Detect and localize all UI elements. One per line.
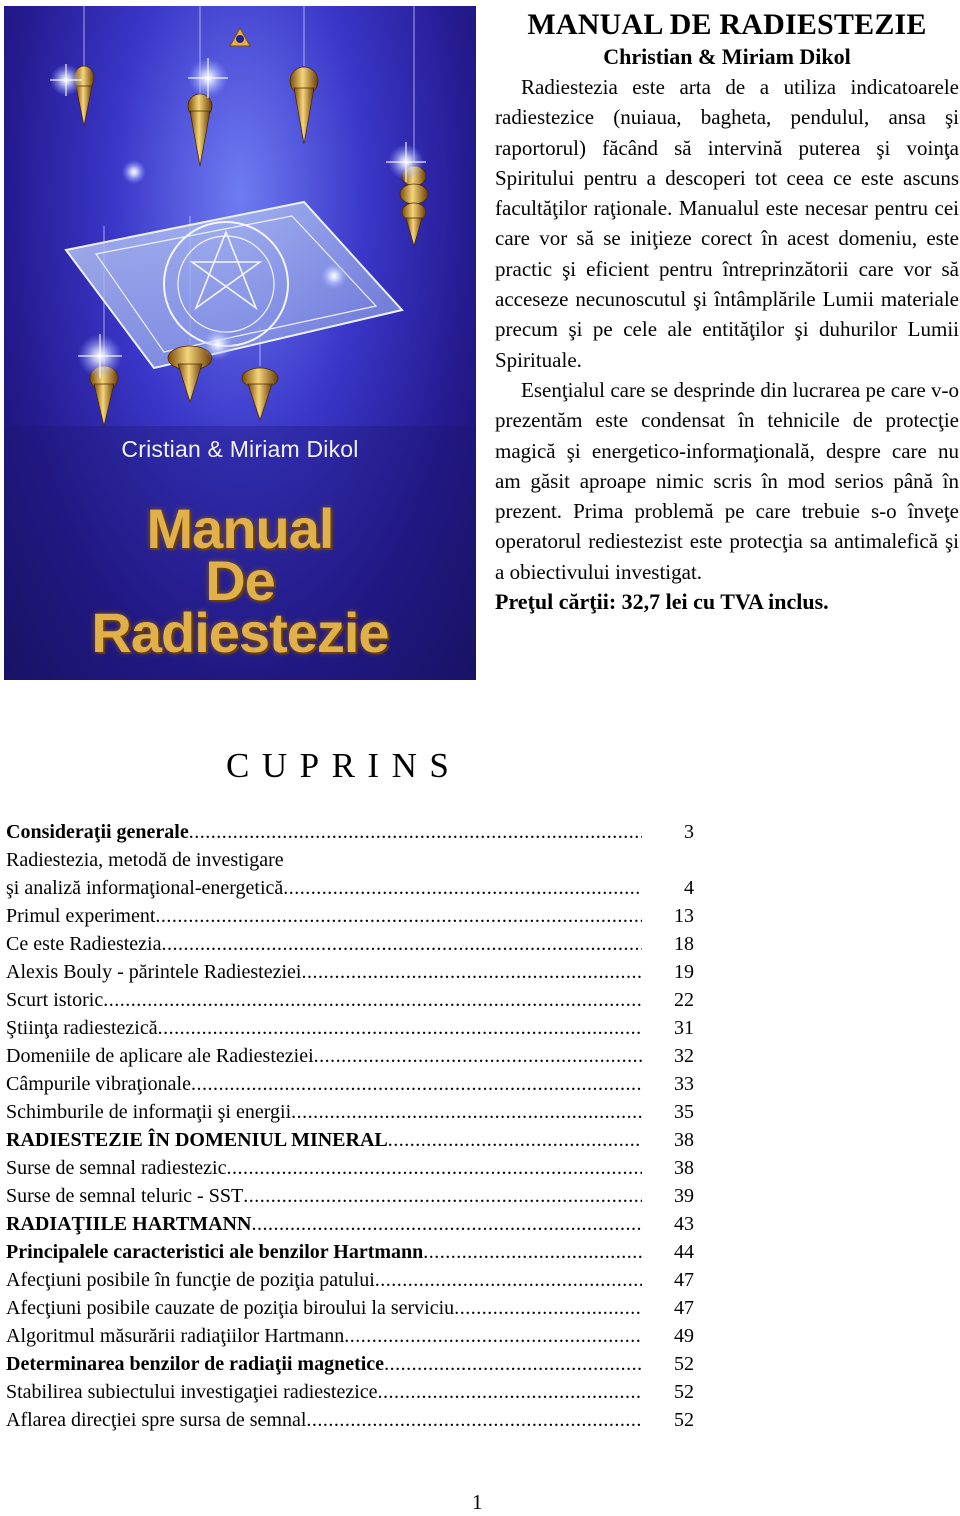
toc-entry-left — [6, 902, 642, 930]
toc-entry — [6, 1406, 696, 1434]
toc-entry-title: Consideraţii generale — [6, 821, 189, 843]
toc-entry-page: 32 — [674, 1045, 694, 1067]
toc-entry-page: 39 — [674, 1185, 694, 1207]
cover-title-line1: Manual — [146, 497, 334, 560]
toc-entry — [6, 1126, 696, 1154]
toc-entry — [6, 1154, 696, 1182]
toc-entry-leader-dots — [454, 1294, 642, 1322]
toc-entry — [6, 958, 696, 986]
toc-entry — [6, 846, 696, 874]
toc-entry-left — [6, 1406, 642, 1434]
toc-entry-leader-dots — [283, 874, 642, 902]
toc-entry-title: Aflarea direcţiei spre sursa de semnal — [6, 1409, 307, 1431]
toc-entry-left — [6, 1238, 642, 1266]
toc-entry-title: Determinarea benzilor de radiaţii magnetice — [6, 1353, 385, 1375]
toc-entry-page: 47 — [674, 1269, 694, 1291]
toc-entry-left — [6, 986, 642, 1014]
toc-entry-left — [6, 874, 642, 902]
toc-entry-leader-dots — [243, 1182, 642, 1210]
toc-entry-left — [6, 1378, 642, 1406]
toc-entry-leader-dots — [344, 1322, 642, 1350]
toc-entry-page: 22 — [674, 989, 694, 1011]
toc-entry-title: Surse de semnal teluric - SST — [6, 1185, 244, 1207]
toc-entry-left — [6, 1210, 642, 1238]
toc-entry-page: 4 — [684, 877, 694, 899]
toc-entry-leader-dots — [284, 846, 642, 874]
toc-entry-left — [6, 1070, 642, 1098]
toc-entry-leader-dots — [291, 1098, 642, 1126]
toc-entry-title: Primul experiment — [6, 905, 156, 927]
toc-entry-title: Scurt istoric — [6, 989, 104, 1011]
page-number: 1 — [472, 1490, 483, 1514]
toc-entry — [6, 1350, 696, 1378]
toc-entry — [6, 1210, 696, 1238]
toc-entry-page: 18 — [674, 933, 694, 955]
toc-entry-page: 19 — [674, 961, 694, 983]
toc-entry — [6, 1042, 696, 1070]
toc-entry-leader-dots — [103, 986, 642, 1014]
toc-entry-page: 44 — [674, 1241, 694, 1263]
toc-entry-title: Algoritmul măsurării radiaţiilor Hartmann — [6, 1325, 345, 1347]
toc-entry-page: 52 — [674, 1381, 694, 1403]
toc-entry — [6, 1322, 696, 1350]
toc-entry-page: 49 — [674, 1325, 694, 1347]
toc-entry-left — [6, 1042, 642, 1070]
cover-title-line3: Radiestezie — [91, 601, 389, 664]
toc-entry-leader-dots — [375, 1266, 642, 1294]
toc-entry-leader-dots — [162, 930, 643, 958]
toc-entry-page: 13 — [674, 905, 694, 927]
toc-entry-title: Alexis Bouly - părintele Radiesteziei — [6, 961, 302, 983]
toc-entry-page: 31 — [674, 1017, 694, 1039]
toc-entry-left — [6, 1182, 642, 1210]
toc-entry — [6, 1070, 696, 1098]
description-paragraph: Esenţialul care se desprinde din lucrarea pe care v-o prezentăm este condensat în tehnicile de protecţie magică şi energetico-informaţională, despre care nu am găsit aproape nimic scris în mod serios până în prezent. Prima problemă pe care trebuie s-o înveţe operatorul rediestezist este protecţia sa antimalefică şi a obiectivului investigat. — [495, 377, 959, 584]
toc-entry-page: 35 — [674, 1101, 694, 1123]
toc-entry-leader-dots — [378, 1378, 642, 1406]
toc-entry-page: 38 — [674, 1157, 694, 1179]
toc-entry-leader-dots — [155, 902, 642, 930]
toc-entry-title: Radiestezia, metodă de investigare — [6, 849, 284, 871]
toc-entry-left — [6, 1014, 642, 1042]
toc-entry-leader-dots — [306, 1406, 642, 1434]
toc-entry — [6, 818, 696, 846]
toc-entry-left — [6, 1350, 642, 1378]
toc-entry-leader-dots — [301, 958, 642, 986]
toc-entry-left — [6, 930, 642, 958]
toc-entry-page: 38 — [674, 1129, 694, 1151]
toc-entry-left — [6, 1126, 642, 1154]
toc-entry-title: Domeniile de aplicare ale Radiesteziei — [6, 1045, 314, 1067]
toc-entry — [6, 874, 696, 902]
toc-entry-title: Schimburile de informaţii şi energii — [6, 1101, 292, 1123]
toc-entry — [6, 1098, 696, 1126]
toc-entry-leader-dots — [251, 1210, 642, 1238]
toc-entry-title: RADIESTEZIE ÎN DOMENIUL MINERAL — [6, 1129, 388, 1151]
book-description — [495, 8, 959, 617]
toc-entry-title: Principalele caracteristici ale benzilor Hartmann — [6, 1241, 424, 1263]
toc-entry-left — [6, 1294, 642, 1322]
toc-heading: CUPRINS — [226, 746, 462, 785]
toc-entry — [6, 1294, 696, 1322]
toc-entry-title: Câmpurile vibraţionale — [6, 1073, 191, 1095]
toc-entry-page: 43 — [674, 1213, 694, 1235]
toc-entry-title: Surse de semnal radiestezic — [6, 1157, 227, 1179]
toc-entry-page: 47 — [674, 1297, 694, 1319]
toc-entry-leader-dots — [384, 1350, 642, 1378]
triangle-emblem-icon — [230, 28, 250, 46]
description-paragraph: Radiestezia este arta de a utiliza indicatoarele radiestezice (nuiaua, bagheta, pendulul, ansa şi raportorul) făcând să intervină puterea şi voinţa Spiritului pentru a descoperi tot ceea ce este ascuns facultăţilor raţionale. Manualul este necesar pentru cei care vor să se iniţieze corect în acest domeniu, este practic şi eficient pentru întreprinzătorii care vor să acceseze necunoscutul şi întâmplările Lumii materiale precum şi pe cele ale entităţilor şi duhurilor Lumii Spirituale. — [495, 75, 959, 372]
toc-entry-left — [6, 1154, 642, 1182]
book-authors: Christian & Miriam Dikol — [603, 44, 851, 69]
toc-entry-leader-dots — [158, 1014, 642, 1042]
book-price: Preţul cărţii: 32,7 lei cu TVA inclus. — [495, 589, 829, 615]
toc-entry-title: şi analiză informaţional-energetică — [6, 877, 284, 899]
toc-entry-left — [6, 1322, 642, 1350]
toc-entry — [6, 902, 696, 930]
cover-title-line2: De — [205, 549, 275, 612]
toc-entry — [6, 1238, 696, 1266]
book-cover-image — [4, 6, 476, 680]
toc-entry-leader-dots — [226, 1154, 642, 1182]
toc-entry-page: 52 — [674, 1409, 694, 1431]
toc-entry-title: Ştiinţa radiestezică — [6, 1017, 158, 1039]
toc-entry-left — [6, 846, 642, 874]
book-title: MANUAL DE RADIESTEZIE — [527, 8, 927, 41]
toc-entry — [6, 930, 696, 958]
cover-author: Cristian & Miriam Dikol — [121, 436, 359, 462]
toc-entry-leader-dots — [423, 1238, 642, 1266]
table-of-contents — [6, 818, 696, 1434]
toc-entry-page: 33 — [674, 1073, 694, 1095]
toc-entry-leader-dots — [388, 1126, 642, 1154]
toc-entry-left — [6, 818, 642, 846]
toc-entry — [6, 1182, 696, 1210]
toc-entry-title: Ce este Radiestezia — [6, 933, 162, 955]
toc-entry-page: 3 — [684, 821, 694, 843]
toc-entry-leader-dots — [314, 1042, 642, 1070]
toc-entry-page: 52 — [674, 1353, 694, 1375]
toc-entry-leader-dots — [191, 1070, 642, 1098]
toc-entry-left — [6, 958, 642, 986]
toc-entry-title: Afecţiuni posibile cauzate de poziţia biroului la serviciu — [6, 1297, 455, 1319]
toc-entry — [6, 1378, 696, 1406]
toc-entry-title: RADIAŢIILE HARTMANN — [6, 1213, 252, 1235]
toc-entry-left — [6, 1098, 642, 1126]
toc-entry-left — [6, 1266, 642, 1294]
toc-entry-title: Stabilirea subiectului investigaţiei radiestezice — [6, 1381, 378, 1403]
toc-entry-title: Afecţiuni posibile în funcţie de poziţia patului — [6, 1269, 375, 1291]
toc-entry — [6, 1266, 696, 1294]
toc-entry — [6, 986, 696, 1014]
toc-entry-leader-dots — [189, 818, 642, 846]
toc-entry — [6, 1014, 696, 1042]
